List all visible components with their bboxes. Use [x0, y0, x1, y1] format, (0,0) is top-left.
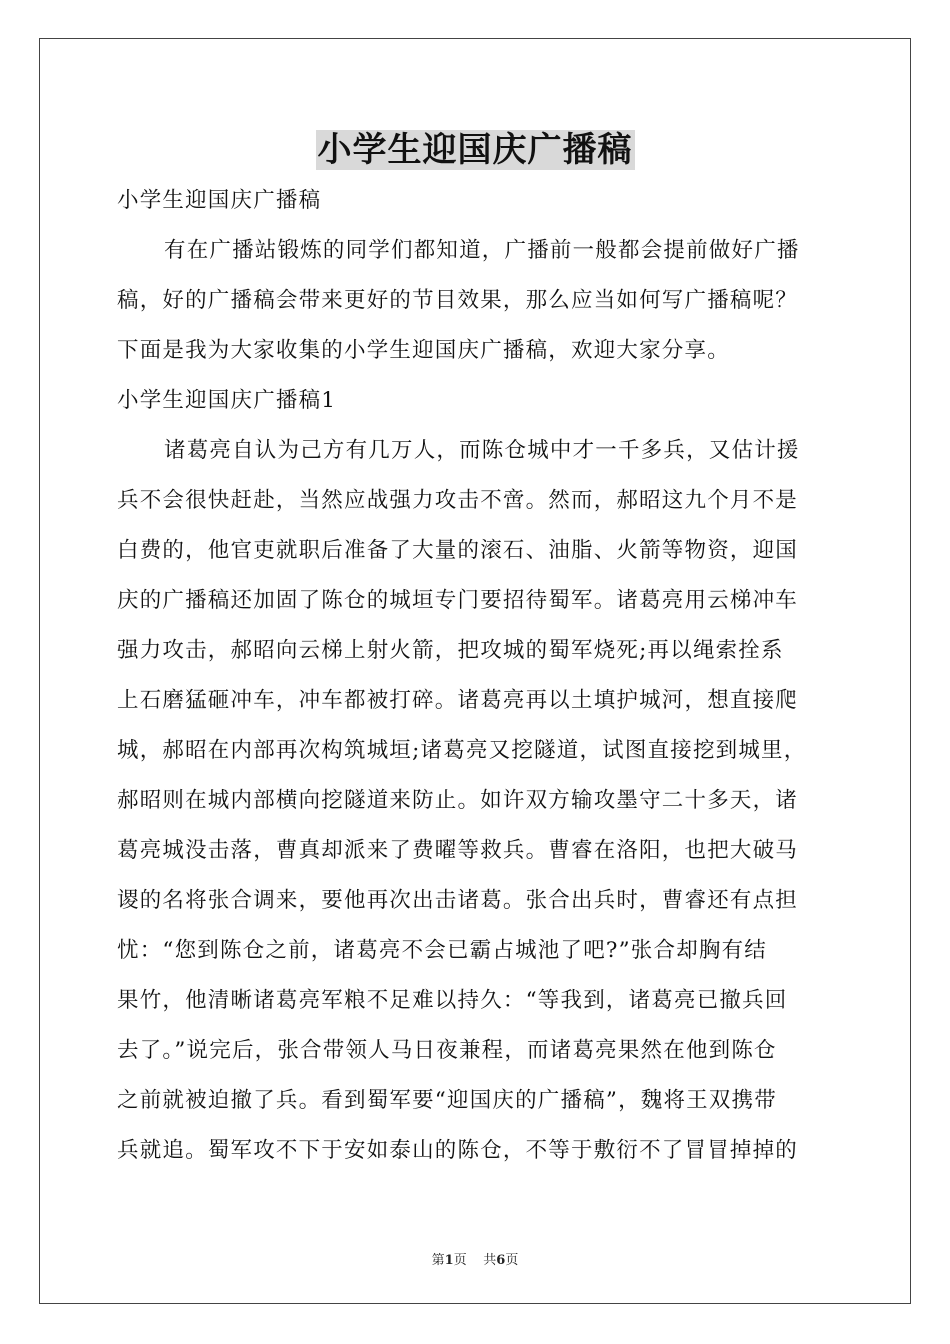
- paragraph-line: 下面是我为大家收集的小学生迎国庆广播稿，欢迎大家分享。: [117, 338, 730, 363]
- page-total: 6: [496, 1253, 506, 1268]
- paragraph-line: 之前就被迫撤了兵。看到蜀军要“迎国庆的广播稿”，魏将王双携带: [117, 1088, 777, 1113]
- page-number: 1: [444, 1253, 454, 1268]
- paragraph-line: 强力攻击，郝昭向云梯上射火箭，把攻城的蜀军烧死;再以绳索拴系: [117, 638, 784, 663]
- subtitle-line: 小学生迎国庆广播稿: [117, 188, 322, 213]
- document-body: [117, 176, 837, 1176]
- section-heading: 小学生迎国庆广播稿1: [117, 388, 337, 413]
- paragraph-line: 去了。”说完后，张合带领人马日夜兼程，而诸葛亮果然在他到陈仓: [117, 1038, 777, 1063]
- total-suffix: 页: [505, 1253, 519, 1268]
- paragraph-line: 郝昭则在城内部横向挖隧道来防止。如许双方输攻墨守二十多天，诸: [117, 788, 799, 813]
- paragraph-line: 白费的，他官吏就职后准备了大量的滚石、油脂、火箭等物资，迎国: [117, 538, 799, 563]
- paragraph-line: 上石磨猛砸冲车，冲车都被打碎。诸葛亮再以土填护城河，想直接爬: [117, 688, 799, 713]
- paragraph-line: 城，郝昭在内部再次构筑城垣;诸葛亮又挖隧道，试图直接挖到城里，: [117, 738, 807, 763]
- paragraph-line: 果竹，他清晰诸葛亮军粮不足难以持久：“等我到，诸葛亮已撤兵回: [117, 988, 788, 1013]
- paragraph-line: 庆的广播稿还加固了陈仓的城垣专门要招待蜀军。诸葛亮用云梯冲车: [117, 588, 799, 613]
- paragraph-line: 诸葛亮自认为己方有几万人，而陈仓城中才一千多兵，又估计援: [164, 438, 800, 463]
- paragraph-line: 稿，好的广播稿会带来更好的节目效果，那么应当如何写广播稿呢？: [117, 288, 799, 313]
- document-title-text: 小学生迎国庆广播稿: [317, 130, 633, 170]
- document-title: [0, 126, 950, 174]
- page-footer: [0, 1249, 950, 1268]
- page-prefix: 第: [431, 1253, 445, 1268]
- total-prefix: 共: [483, 1253, 497, 1268]
- paragraph-line: 有在广播站锻炼的同学们都知道，广播前一般都会提前做好广播: [164, 238, 800, 263]
- paragraph-line: 兵不会很快赶赴，当然应战强力攻击不啻。然而，郝昭这九个月不是: [117, 488, 799, 513]
- paragraph-line: 忧：“您到陈仓之前，诸葛亮不会已霸占城池了吧?”张合却胸有结: [117, 938, 768, 963]
- paragraph-line: 葛亮城没击落，曹真却派来了费曜等救兵。曹睿在洛阳，也把大破马: [117, 838, 799, 863]
- paragraph-line: 谡的名将张合调来，要他再次出击诸葛。张合出兵时，曹睿还有点担: [117, 888, 799, 913]
- page-suffix: 页: [453, 1253, 467, 1268]
- paragraph-line: 兵就追。蜀军攻不下于安如泰山的陈仓，不等于敷衍不了冒冒掉掉的: [117, 1138, 799, 1163]
